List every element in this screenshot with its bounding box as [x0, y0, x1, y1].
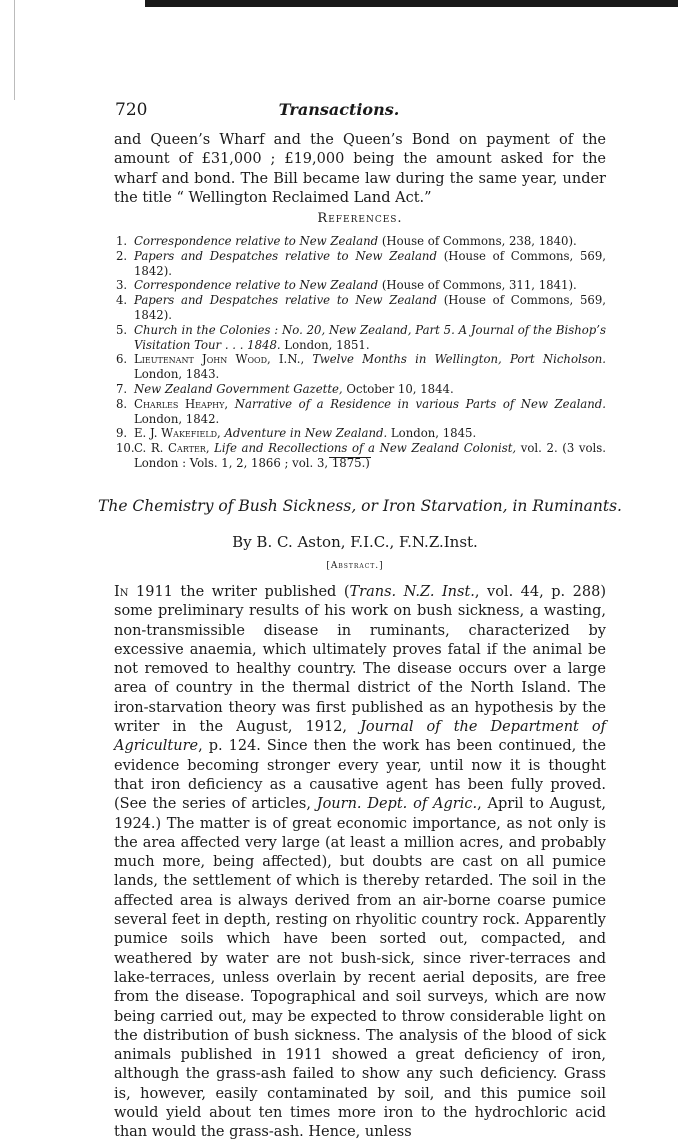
- reference-item: 8. Charles Heaphy, Narrative of a Residence in various Parts of New Zealand. London, 1842.: [116, 396, 606, 426]
- running-head: Transactions.: [278, 100, 400, 119]
- abstract-body: In 1911 the writer published (Trans. N.Z. Inst., vol. 44, p. 288) some preliminary results of his work on bush sickness, a wasting, non-transmissible disease in ruminants, characterized by excessive anaemia, which ultimately proves fatal if the animal be not removed to healthy country. The disease occurs over a large area of country in the thermal district of the North Island. The iron-starvation theory was first published as an hypothesis by the writer in the August, 1912, Journal of the Department of Agriculture, p. 124. Since then the work has been continued, the evidence becoming stronger every year, until now it is thought that iron deficiency as a causative agent has been fully proved. (See the series of articles, Journ. Dept. of Agric., April to August, 1924.) The matter is of great economic importance, as not only is the area affected very large (at least a million acres, and probably much more, being affected), but doubts are cast on all pumice lands, the settlement of which is thereby retarded. The soil in the affected area is always derived from an air-borne coarse pumice several feet in depth, resting on rhyolitic country rock. Apparently pumice soils which have been sorted out, compacted, and weathered by water are not bush-sick, since river-terraces and lake-terraces, unless overlain by recent aerial deposits, are free from the disease. Topographical and soil surveys, which are now being carried out, may be expected to throw considerable light on the distribution of bush sickness. The analysis of the blood of sick animals published in 1911 showed a great deficiency of iron, although the grass-ash failed to show any such deficiency. Grass is, however, easily contaminated by soil, and this pumice soil would yield about ten times more iron to the hydrochloric acid than would the grass-ash. Hence, unless: [114, 584, 607, 1141]
- reference-item: 1. Correspondence relative to New Zealand (House of Commons, 238, 1840).: [116, 234, 577, 248]
- reference-item: 3. Correspondence relative to New Zealand (House of Commons, 311, 1841).: [116, 278, 577, 293]
- reference-item: 9. E. J. Wakefield, Adventure in New Zealand. London, 1845.: [116, 426, 477, 441]
- references-list: [116, 234, 606, 471]
- reference-item: 7. New Zealand Government Gazette, October 10, 1844.: [116, 381, 454, 396]
- section-divider: [329, 457, 371, 458]
- author-byline: By B. C. Aston, F.I.C., F.N.Z.Inst.: [232, 533, 478, 551]
- abstract-label: [Abstract.]: [326, 561, 384, 571]
- reference-item: 4. Papers and Despatches relative to New Zealand (House of Commons, 569, 1842).: [116, 293, 606, 322]
- reference-item: 6. Lieutenant John Wood, I.N., Twelve Months in Wellington, Port Nicholson. London, 1843.: [116, 352, 606, 382]
- top-edge-rule: [145, 0, 678, 7]
- continuation-paragraph: and Queen’s Wharf and the Queen’s Bond on payment of the amount of £31,000 ; £19,000 being the amount asked for the wharf and bond. The Bill became law during the same year, under the title “ Wellington Reclaimed Land Act.”: [114, 132, 606, 206]
- reference-item: 10. C. R. Carter, Life and Recollections of a New Zealand Colonist, vol. 2. (3 vols. London : Vols. 1, 2, 1866 ; vol. 3, 1875.): [116, 441, 606, 470]
- page-edge-shadow: [0, 0, 15, 100]
- references-heading: References.: [317, 211, 403, 226]
- reference-item: 5. Church in the Colonies : No. 20, New Zealand, Part 5. A Journal of the Bishop’s Visitation Tour . . . 1848. London, 1851.: [116, 322, 606, 352]
- page-number: 720: [115, 100, 148, 120]
- article-title: The Chemistry of Bush Sickness, or Iron Starvation, in Ruminants.: [98, 497, 622, 515]
- reference-item: 2. Papers and Despatches relative to New Zealand (House of Commons, 569, 1842).: [116, 248, 606, 278]
